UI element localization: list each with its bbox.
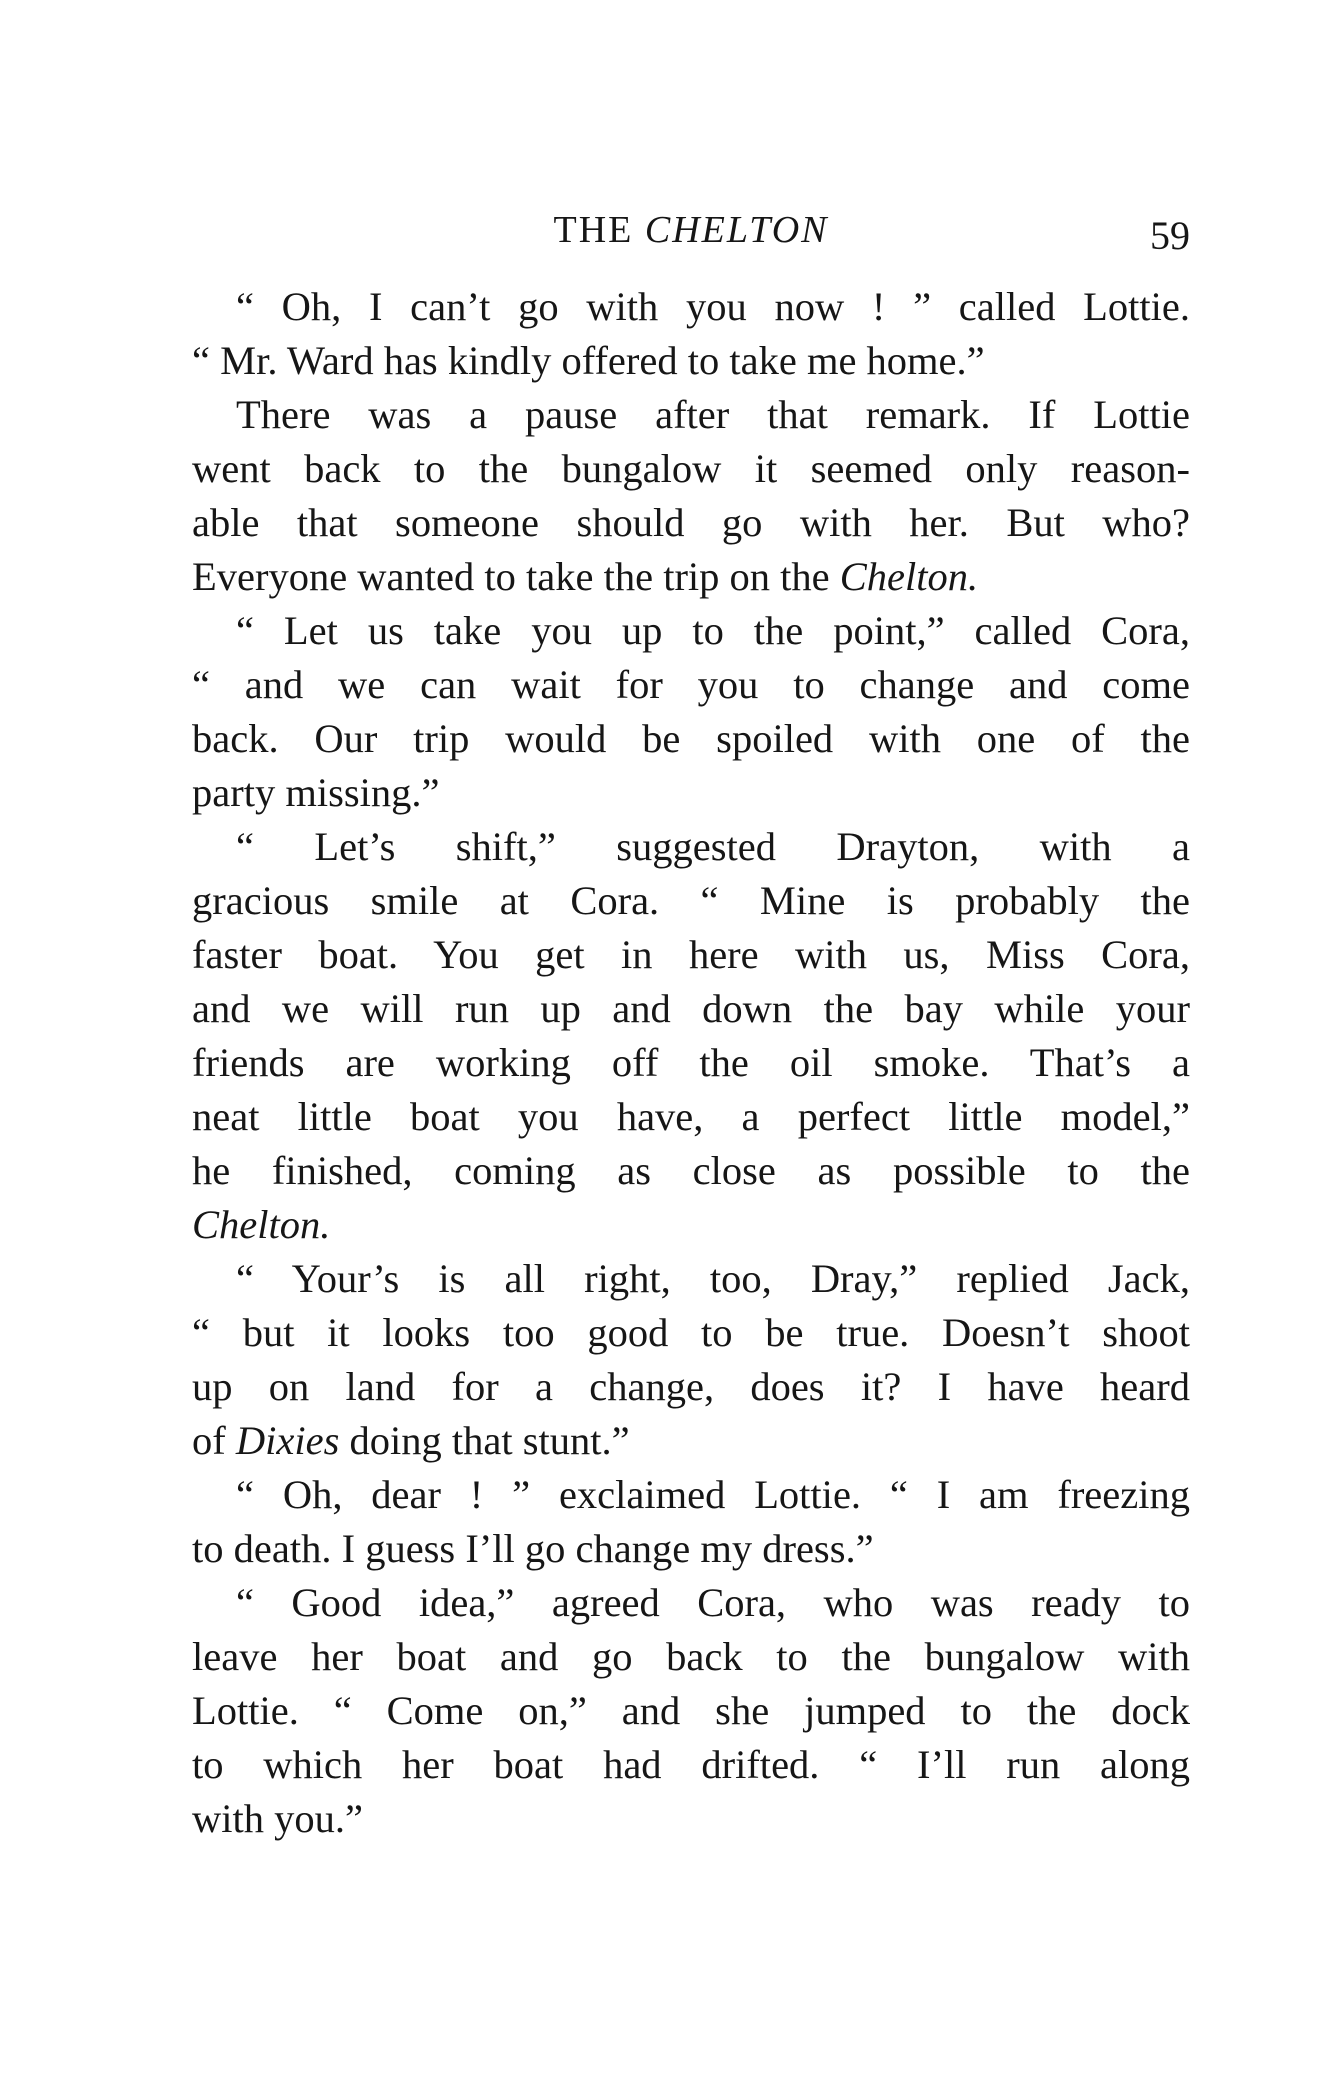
text-line xyxy=(192,1360,1190,1414)
text-line xyxy=(192,928,1190,982)
line-text: neat little boat you have, a perfect little model,” xyxy=(192,1094,1190,1139)
text-line xyxy=(192,1090,1190,1144)
text-line xyxy=(192,766,1190,820)
line-text: faster boat. You get in here with us, Miss Cora, xyxy=(192,932,1190,977)
line-text: of xyxy=(192,1418,236,1463)
text-line xyxy=(192,334,1190,388)
italic-text: Chelton. xyxy=(192,1202,331,1247)
text-line xyxy=(192,1468,1190,1522)
text-line xyxy=(192,1684,1190,1738)
line-text: up on land for a change, does it? I have heard xyxy=(192,1364,1190,1409)
running-head xyxy=(192,200,1190,260)
line-text: he finished, coming as close as possible to the xyxy=(192,1148,1190,1193)
line-text: “ Oh, I can’t go with you now ! ” called Lottie. xyxy=(236,284,1190,329)
text-line xyxy=(192,1738,1190,1792)
line-text: and we will run up and down the bay while your xyxy=(192,986,1190,1031)
text-line xyxy=(192,388,1190,442)
line-text: with you.” xyxy=(192,1796,363,1841)
text-line xyxy=(192,712,1190,766)
line-text: gracious smile at Cora. “ Mine is probably the xyxy=(192,878,1190,923)
text-line xyxy=(192,1522,1190,1576)
italic-text: Chelton. xyxy=(839,554,979,599)
text-line xyxy=(192,550,1190,604)
line-text: “ Mr. Ward has kindly offered to take me home.” xyxy=(192,338,985,383)
line-text: Lottie. “ Come on,” and she jumped to the dock xyxy=(192,1688,1190,1733)
line-text: “ Oh, dear ! ” exclaimed Lottie. “ I am freezing xyxy=(236,1472,1190,1517)
line-text: to death. I guess I’ll go change my dress.” xyxy=(192,1526,874,1571)
text-line xyxy=(192,1306,1190,1360)
text-line xyxy=(192,1036,1190,1090)
line-text: back. Our trip would be spoiled with one of the xyxy=(192,716,1190,761)
text-line xyxy=(192,658,1190,712)
line-text: Everyone wanted to take the trip on the xyxy=(192,554,840,599)
text-line xyxy=(192,982,1190,1036)
line-text: went back to the bungalow it seemed only reason- xyxy=(192,446,1190,491)
text-line xyxy=(192,1198,1190,1252)
text-line xyxy=(192,496,1190,550)
running-title-plain: THE xyxy=(553,209,645,251)
line-text: “ Good idea,” agreed Cora, who was ready to xyxy=(236,1580,1190,1625)
running-title-italic: CHELTON xyxy=(644,209,829,251)
text-line xyxy=(192,1414,1190,1468)
line-text: “ Let’s shift,” suggested Drayton, with a xyxy=(236,824,1190,869)
line-text: leave her boat and go back to the bungalow with xyxy=(192,1634,1190,1679)
text-line xyxy=(192,820,1190,874)
line-text: friends are working off the oil smoke. That’s a xyxy=(192,1040,1190,1085)
text-line xyxy=(192,1144,1190,1198)
italic-text: Dixies xyxy=(235,1418,340,1463)
text-line xyxy=(192,442,1190,496)
line-text: doing that stunt.” xyxy=(339,1418,630,1463)
line-text: “ Let us take you up to the point,” called Cora, xyxy=(236,608,1190,653)
page-number: 59 xyxy=(1150,213,1190,258)
line-text: able that someone should go with her. But who? xyxy=(192,500,1190,545)
text-line xyxy=(192,280,1190,334)
text-line xyxy=(192,1792,1190,1846)
text-line xyxy=(192,1252,1190,1306)
text-line xyxy=(192,604,1190,658)
text-line xyxy=(192,1576,1190,1630)
line-text: “ Your’s is all right, too, Dray,” replied Jack, xyxy=(236,1256,1190,1301)
line-text: party missing.” xyxy=(192,770,440,815)
running-title xyxy=(192,200,1190,260)
text-line xyxy=(192,874,1190,928)
line-text: “ but it looks too good to be true. Doesn’t shoot xyxy=(192,1310,1190,1355)
line-text: to which her boat had drifted. “ I’ll run along xyxy=(192,1742,1190,1787)
line-text: There was a pause after that remark. If Lottie xyxy=(236,392,1190,437)
line-text: “ and we can wait for you to change and come xyxy=(192,662,1190,707)
body-text xyxy=(192,280,1190,1846)
text-line xyxy=(192,1630,1190,1684)
